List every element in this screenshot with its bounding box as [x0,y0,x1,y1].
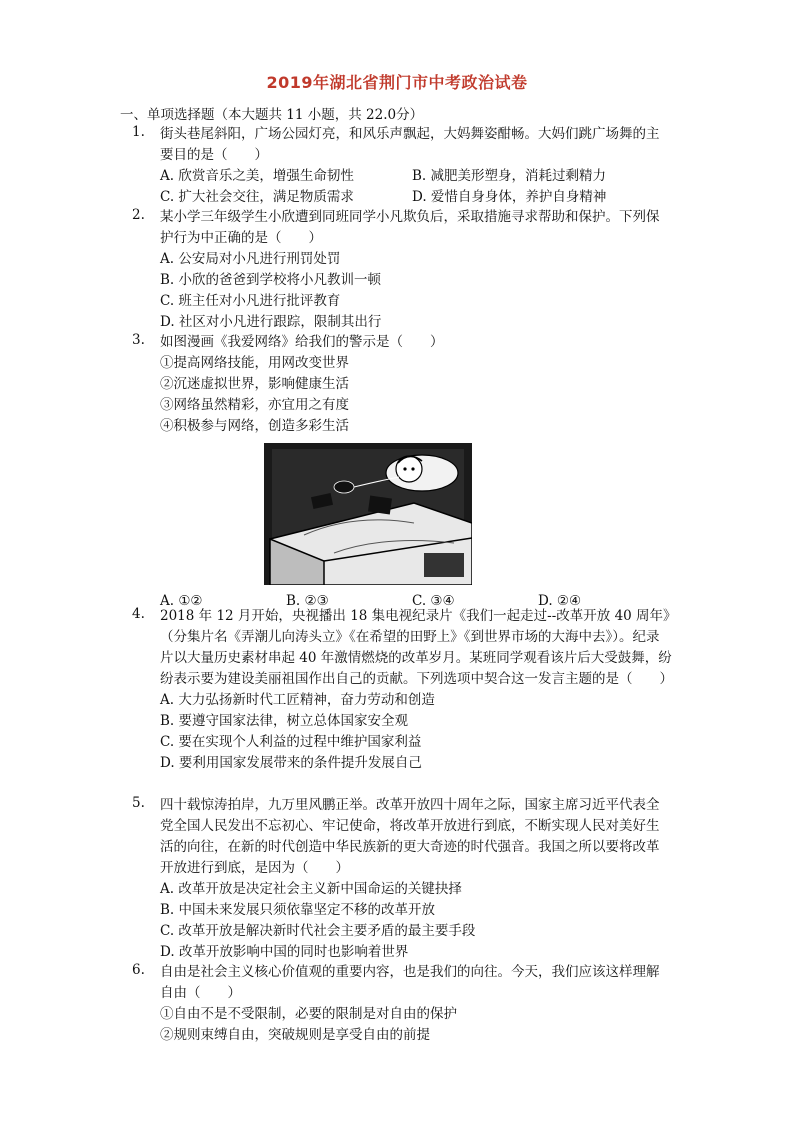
statement-4: ④积极参与网络，创造多彩生活 [160,418,349,434]
question-number: 5. [132,795,145,811]
question-1 [132,124,672,208]
option-c[interactable]: C. 要在实现个人利益的过程中维护国家利益 [160,734,422,750]
statement-2: ②规则束缚自由，突破规则是享受自由的前提 [160,1027,430,1043]
question-number: 6. [132,962,145,978]
question-3 [132,332,672,612]
question-number: 4. [132,606,145,622]
option-list [160,166,672,208]
option-d[interactable]: D. 社区对小凡进行跟踪，限制其出行 [160,314,382,330]
option-a[interactable]: A. 大力弘扬新时代工匠精神，奋力劳动和创造 [160,692,435,708]
option-c[interactable]: C. 扩大社会交往，满足物质需求 [160,189,354,205]
exam-title: 2019年湖北省荆门市中考政治试卷 [266,73,528,92]
option-a[interactable]: A. 公安局对小凡进行刑罚处罚 [160,251,341,267]
option-b[interactable]: B. 要遵守国家法律，树立总体国家安全观 [160,713,409,729]
option-c[interactable]: C. 班主任对小凡进行批评教育 [160,293,341,309]
option-d[interactable]: D. ②④ [538,593,582,609]
option-b[interactable]: B. 小欣的爸爸到学校将小凡教训一顿 [160,272,382,288]
question-stem: 街头巷尾斜阳，广场公园灯亮，和风乐声飘起，大妈舞姿酣畅。大妈们跳广场舞的主要目的是（ ） [160,126,660,163]
question-stem: 自由是社会主义核心价值观的重要内容，也是我们的向往。今天，我们应该这样理解自由（ ） [160,964,660,1001]
question-number: 2. [132,207,145,223]
question-stem: 四十载惊涛拍岸，九万里风鹏正举。改革开放四十周年之际，国家主席习近平代表全党全国人民发出不忘初心、牢记使命，将改革开放进行到底，不断实现人民对美好生活的向往，在新的时代创造中华民族新的更大奇迹的时代强音。我国之所以要将改革开放进行到底，是因为（ ） [160,797,660,876]
option-a[interactable]: A. 改革开放是决定社会主义新中国命运的关键抉择 [160,881,462,897]
option-b[interactable]: B. ②③ [286,593,329,609]
statement-3: ③网络虽然精彩，亦宜用之有度 [160,397,349,413]
option-a[interactable]: A. 欣赏音乐之美，增强生命韧性 [160,168,354,184]
option-d[interactable]: D. 改革开放影响中国的同时也影响着世界 [160,944,409,960]
option-b[interactable]: B. 减肥美形塑身，消耗过剩精力 [412,168,607,184]
option-a[interactable]: A. ①② [160,593,203,609]
option-d[interactable]: D. 要利用国家发展带来的条件提升发展自己 [160,755,422,771]
option-c[interactable]: C. 改革开放是解决新时代社会主要矛盾的最主要手段 [160,923,476,939]
question-2 [132,207,672,333]
statement-1: ①自由不是不受限制，必要的限制是对自由的保护 [160,1006,457,1022]
question-6 [132,962,672,1046]
section-heading: 一、单项选择题（本大题共 11 小题，共 22.0分） [120,107,424,123]
question-stem: 2018 年 12 月开始，央视播出 18 集电视纪录片《我们一起走过--改革开放 40 周年》（分集片名《弄潮儿向涛头立》《在希望的田野上》《到世界市场的大海中去》）。纪录片以大量历史素材串起 40 年激情燃烧的改革岁月。某班同学观看该片后大受鼓舞，纷纷表示要为建设美丽祖国作出自己的贡献。下列选项中契合这一发言主题的是（ ） [160,608,673,687]
question-stem: 某小学三年级学生小欣遭到同班同学小凡欺负后，采取措施寻求帮助和保护。下列保护行为中正确的是（ ） [160,209,660,246]
question-stem: 如图漫画《我爱网络》给我们的警示是（ ） [160,334,444,350]
option-b[interactable]: B. 中国未来发展只须依靠坚定不移的改革开放 [160,902,436,918]
option-d[interactable]: D. 爱惜自身身体，养护自身精神 [412,189,607,205]
statement-2: ②沉迷虚拟世界，影响健康生活 [160,376,349,392]
statement-1: ①提高网络技能，用网改变世界 [160,355,349,371]
question-number: 3. [132,332,145,348]
question-4 [132,606,672,774]
option-c[interactable]: C. ③④ [412,593,455,609]
cartoon-illustration [264,443,472,585]
question-5 [132,795,672,963]
question-number: 1. [132,124,145,140]
